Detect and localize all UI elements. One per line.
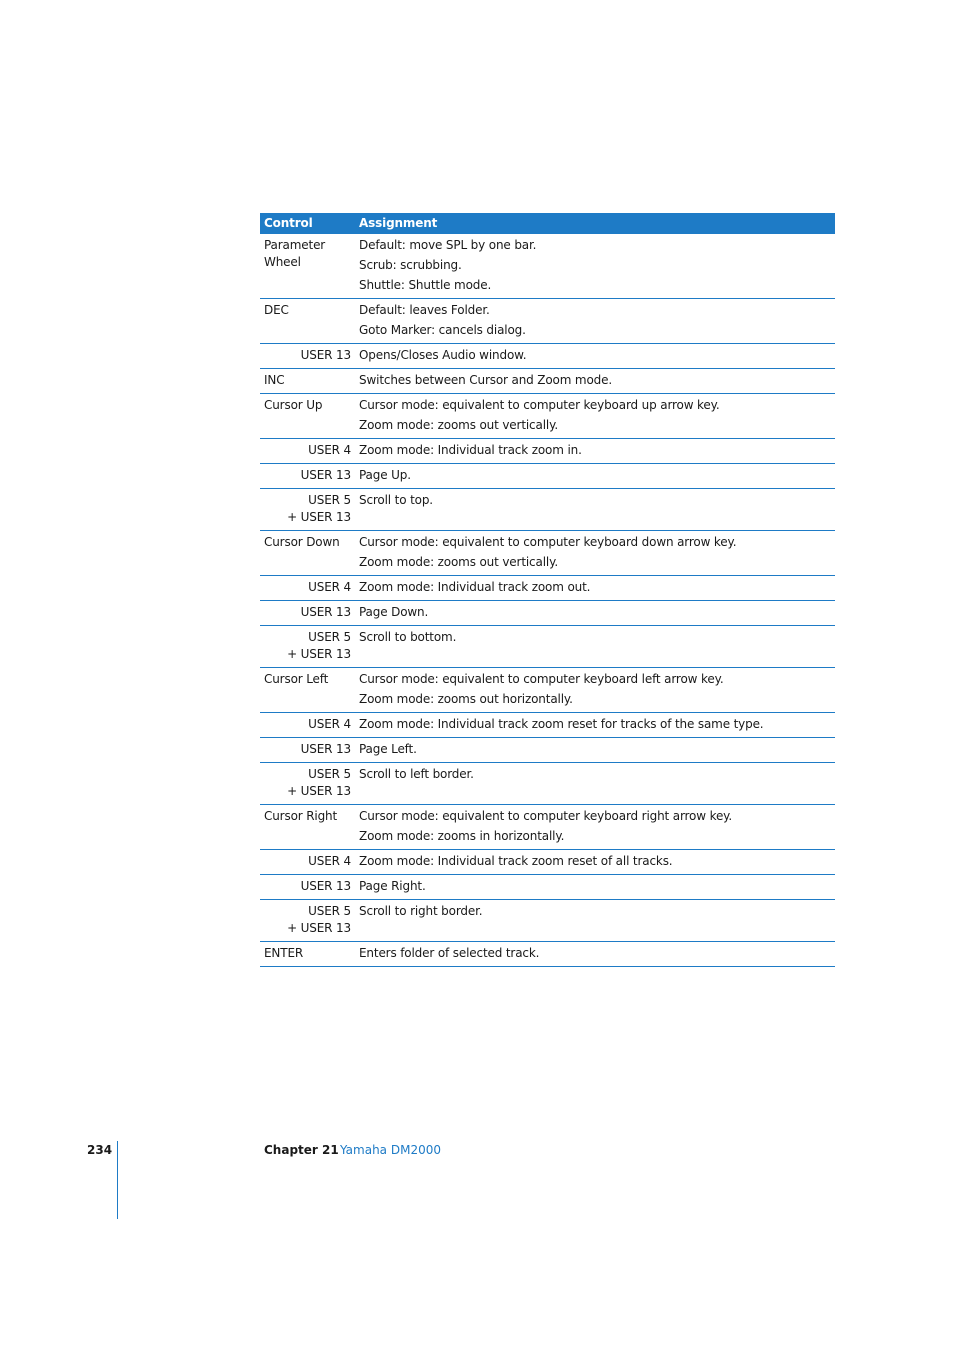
assignment-line: Enters folder of selected track. [359,946,540,960]
assignment-cell [355,766,835,800]
assignment-line: Shuttle: Shuttle mode. [359,278,492,292]
assignment-line: Default: leaves Folder. [359,303,490,317]
assignment-line: Cursor mode: equivalent to computer keyboard right arrow key. [359,809,733,823]
assignment-cell [355,579,835,596]
assignment-cell [355,372,835,389]
assignment-line: Zoom mode: zooms in horizontally. [359,829,565,843]
table-row [260,763,835,805]
assignment-line: Switches between Cursor and Zoom mode. [359,373,613,387]
page-number: 234 [87,1143,113,1157]
assignment-cell [355,347,835,364]
control-cell: Cursor Down [264,535,340,549]
table-row [260,805,835,850]
assignment-cell [355,945,835,962]
table-row [260,464,835,489]
table-row [260,942,835,967]
assignment-cell [355,808,835,845]
control-cell: USER 5 + USER 13 [287,767,351,798]
control-cell: Cursor Right [264,809,338,823]
control-cell: USER 13 [300,879,351,893]
control-cell: Parameter Wheel [264,238,326,269]
assignment-cell [355,716,835,733]
assignment-line: Page Up. [359,468,411,482]
table-row [260,900,835,942]
assignment-cell [355,467,835,484]
control-cell: USER 4 [308,854,351,868]
table-row [260,601,835,626]
control-cell: USER 13 [300,468,351,482]
header-assignment: Assignment [359,216,438,230]
control-cell: USER 13 [300,348,351,362]
table-row [260,531,835,576]
assignment-line: Default: move SPL by one bar. [359,238,537,252]
control-cell: USER 4 [308,717,351,731]
assignment-cell [355,903,835,937]
table-body [260,234,835,967]
assignment-line: Zoom mode: zooms out vertically. [359,418,558,432]
assignment-cell [355,741,835,758]
assignment-line: Page Down. [359,605,429,619]
table-row [260,668,835,713]
assignment-line: Scroll to left border. [359,767,474,781]
assignment-line: Zoom mode: Individual track zoom reset of all tracks. [359,854,673,868]
control-cell: DEC [264,303,289,317]
assignment-line: Zoom mode: Individual track zoom reset for tracks of the same type. [359,717,764,731]
assignment-cell [355,397,835,434]
table-row [260,299,835,344]
control-cell: USER 5 + USER 13 [287,904,351,935]
chapter-label: Chapter 21 [264,1143,339,1157]
assignment-line: Scroll to top. [359,493,433,507]
assignment-line: Goto Marker: cancels dialog. [359,323,526,337]
assignment-line: Page Right. [359,879,426,893]
assignment-line: Scrub: scrubbing. [359,258,462,272]
table-row [260,626,835,668]
assignment-line: Cursor mode: equivalent to computer keyboard up arrow key. [359,398,720,412]
control-cell: USER 5 + USER 13 [287,630,351,661]
table-row [260,850,835,875]
table-row [260,439,835,464]
table-header [260,213,835,234]
table-row [260,713,835,738]
assignment-cell [355,604,835,621]
control-assignment-table [260,213,835,967]
assignment-line: Zoom mode: zooms out horizontally. [359,692,573,706]
chapter-title-link[interactable]: Yamaha DM2000 [340,1143,441,1157]
assignment-line: Zoom mode: zooms out vertically. [359,555,558,569]
table-row [260,234,835,299]
assignment-cell [355,878,835,895]
table-row [260,344,835,369]
assignment-line: Scroll to right border. [359,904,483,918]
control-cell: USER 4 [308,580,351,594]
table-row [260,394,835,439]
assignment-line: Scroll to bottom. [359,630,457,644]
control-cell: USER 5 + USER 13 [287,493,351,524]
assignment-cell [355,534,835,571]
assignment-cell [355,302,835,339]
table-row [260,875,835,900]
table-row [260,738,835,763]
table-row [260,489,835,531]
control-cell: USER 13 [300,605,351,619]
assignment-cell [355,629,835,663]
assignment-line: Cursor mode: equivalent to computer keyboard left arrow key. [359,672,724,686]
assignment-line: Opens/Closes Audio window. [359,348,527,362]
table-row [260,576,835,601]
control-cell: Cursor Up [264,398,323,412]
assignment-line: Cursor mode: equivalent to computer keyboard down arrow key. [359,535,737,549]
assignment-cell [355,671,835,708]
control-cell: ENTER [264,946,304,960]
control-cell: USER 4 [308,443,351,457]
control-cell: USER 13 [300,742,351,756]
table-row [260,369,835,394]
assignment-cell [355,492,835,526]
assignment-line: Zoom mode: Individual track zoom out. [359,580,591,594]
assignment-line: Zoom mode: Individual track zoom in. [359,443,582,457]
control-cell: INC [264,373,285,387]
footer-divider [117,1141,118,1219]
control-cell: Cursor Left [264,672,329,686]
assignment-line: Page Left. [359,742,417,756]
assignment-cell [355,237,835,294]
assignment-cell [355,853,835,870]
assignment-cell [355,442,835,459]
header-control: Control [264,216,313,230]
